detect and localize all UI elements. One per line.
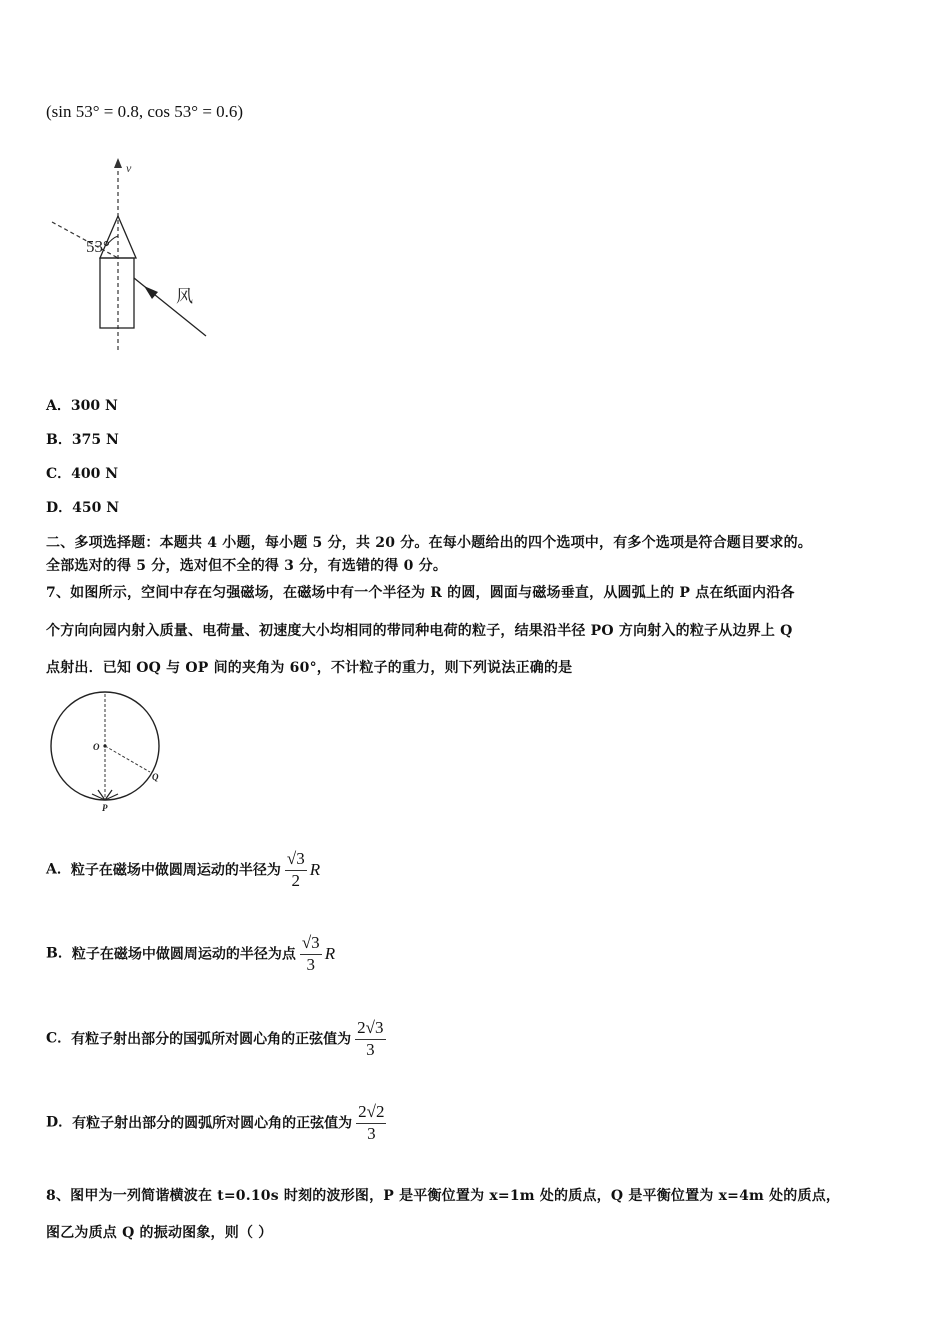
q7-option-b: B．粒子在磁场中做圆周运动的半径为点 $\frac{√3}{3}$ R (46, 933, 336, 974)
fraction-2sqrt2-over-3: $\frac{2√2}{3}$ (358, 1102, 385, 1143)
wind-block-figure (40, 150, 230, 360)
q7-line1: 7、如图所示，空间中存在匀强磁场，在磁场中有一个半径为 R 的圆，圆面与磁场垂直，从圆弧上的 P 点在纸面内沿各 (46, 585, 795, 601)
point-label-p: P (102, 803, 108, 813)
wind-label: 风 (176, 287, 193, 307)
block-body (100, 258, 134, 328)
q7-option-c: C．有粒子射出部分的国弧所对圆心角的正弦值为 $\frac{2√3}{3}$ (46, 1018, 384, 1059)
axis-arrowhead (114, 158, 122, 168)
q7-line2: 个方向向园内射入质量、电荷量、初速度大小均相同的带同种电荷的粒子，结果沿半径 PO 方向射入的粒子从边界上 Q (46, 623, 793, 639)
center-label-o: O (93, 742, 100, 752)
option-a: A．300 N (46, 398, 118, 414)
axis-label-v: v (126, 161, 132, 175)
section2-instructions-line2: 全部选对的得 5 分，选对但不全的得 3 分，有选错的得 0 分。 (46, 558, 448, 574)
fraction-sqrt3-over-3: $\frac{√3}{3}$ (301, 933, 320, 974)
fraction-sqrt3-over-2: $\frac{√3}{2}$ (286, 849, 305, 890)
q8-line1: 8、图甲为一列简谐横波在 t=0.10s 时刻的波形图，P 是平衡位置为 x=1m 处的质点，Q 是平衡位置为 x=4m 处的质点， (46, 1188, 841, 1204)
q8-line2: 图乙为质点 Q 的振动图象，则（ ） (46, 1225, 273, 1241)
option-d: D．450 N (46, 500, 120, 516)
magnetic-circle-figure (44, 690, 174, 815)
point-label-q: Q (152, 772, 159, 782)
center-point (103, 744, 106, 747)
q7-option-a: A．粒子在磁场中做圆周运动的半径为 $\frac{√3}{2}$ R (46, 849, 321, 890)
wind-arrowhead (144, 286, 158, 299)
option-c: C．400 N (46, 466, 119, 482)
q7-line3: 点射出．已知 OQ 与 OP 间的夹角为 60°，不计粒子的重力，则下列说法正确的是 (46, 660, 573, 676)
radius-oq (105, 746, 150, 772)
trig-given-values: (sin 53° = 0.8, cos 53° = 0.6) (46, 102, 244, 121)
q7-option-d: D．有粒子射出部分的圆弧所对圆心角的正弦值为 $\frac{2√2}{3}$ (46, 1102, 385, 1143)
fraction-2sqrt3-over-3: $\frac{2√3}{3}$ (357, 1018, 384, 1059)
section2-instructions-line1: 二、多项选择题：本题共 4 小题，每小题 5 分，共 20 分。在每小题给出的四个选项中，有多个选项是符合题目要求的。 (46, 535, 813, 551)
angle-label: 53° (86, 237, 110, 256)
option-b: B．375 N (46, 432, 119, 448)
